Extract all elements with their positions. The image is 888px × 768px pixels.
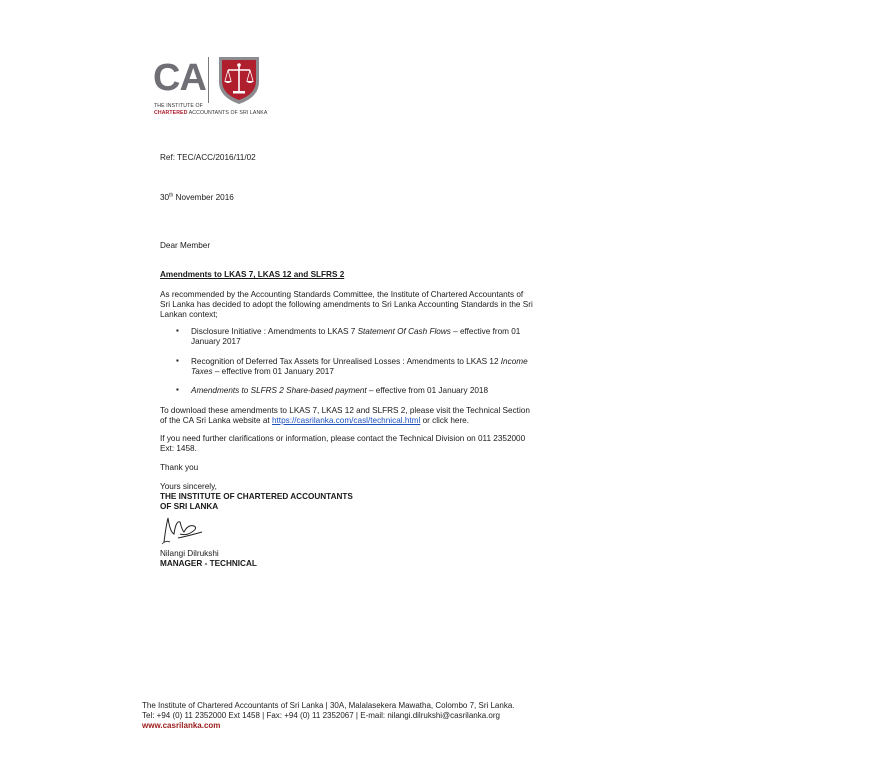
- intro-paragraph: As recommended by the Accounting Standards Committee, the Institute of Chartered Accountants of Sri Lanka has decided to adopt the following amendments to Sri Lanka Accounting Standards in the Sri Lankan context;: [160, 290, 533, 319]
- technical-section-link[interactable]: https://casrilanka.com/casl/technical.html: [271, 416, 421, 425]
- logo-divider: [208, 57, 209, 103]
- logo-tagline-2: CHARTERED ACCOUNTANTS OF SRI LANKA: [154, 110, 268, 116]
- salutation: Dear Member: [160, 241, 211, 250]
- signatory-name: Nilangi Dilrukshi: [160, 549, 219, 558]
- download-paragraph: To download these amendments to LKAS 7, LKAS 12 and SLFRS 2, please visit the Technical Section of the CA Sri Lanka website at https://casrilanka.com/casl/technical.html or click here.: [160, 406, 530, 425]
- list-item: Disclosure Initiative : Amendments to LKAS 7 Statement Of Cash Flows – effective from 01 January 2017: [191, 327, 521, 346]
- logo-tagline-1: THE INSTITUTE OF: [154, 103, 203, 109]
- list-item: Amendments to SLFRS 2 Share-based payment – effective from 01 January 2018: [191, 386, 489, 395]
- bullet-marker: ▪: [176, 385, 179, 394]
- handwritten-signature: [158, 512, 208, 553]
- list-item: Recognition of Deferred Tax Assets for Unrealised Losses : Amendments to LKAS 12 Income Taxes – effective from 01 January 2017: [191, 357, 528, 376]
- footer-contact: Tel: +94 (0) 11 2352000 Ext 1458 | Fax: +94 (0) 11 2352067 | E-mail: nilangi.dilrukshi@casrilanka.org: [142, 711, 500, 720]
- thanks-line: Thank you: [160, 463, 199, 472]
- letter-date: 30th November 2016: [160, 192, 234, 202]
- footer-website[interactable]: www.casrilanka.com: [142, 721, 221, 730]
- footer-address: The Institute of Chartered Accountants of Sri Lanka | 30A, Malalasekera Mawatha, Colombo 7, Sri Lanka.: [142, 701, 515, 710]
- contact-paragraph: If you need further clarifications or information, please contact the Technical Division on 011 2352000 Ext: 1458.: [160, 434, 526, 453]
- signature-block: Yours sincerely, THE INSTITUTE OF CHARTERED ACCOUNTANTS OF SRI LANKA: [160, 482, 353, 511]
- subject-heading: Amendments to LKAS 7, LKAS 12 and SLFRS 2: [160, 270, 345, 279]
- reference-number: Ref: TEC/ACC/2016/11/02: [160, 153, 256, 162]
- bullet-marker: ▪: [176, 326, 179, 335]
- bullet-marker: ▪: [176, 356, 179, 365]
- logo-initials: CA: [153, 57, 206, 99]
- signatory-title: MANAGER - TECHNICAL: [160, 559, 257, 568]
- scales-shield-icon: [217, 54, 261, 111]
